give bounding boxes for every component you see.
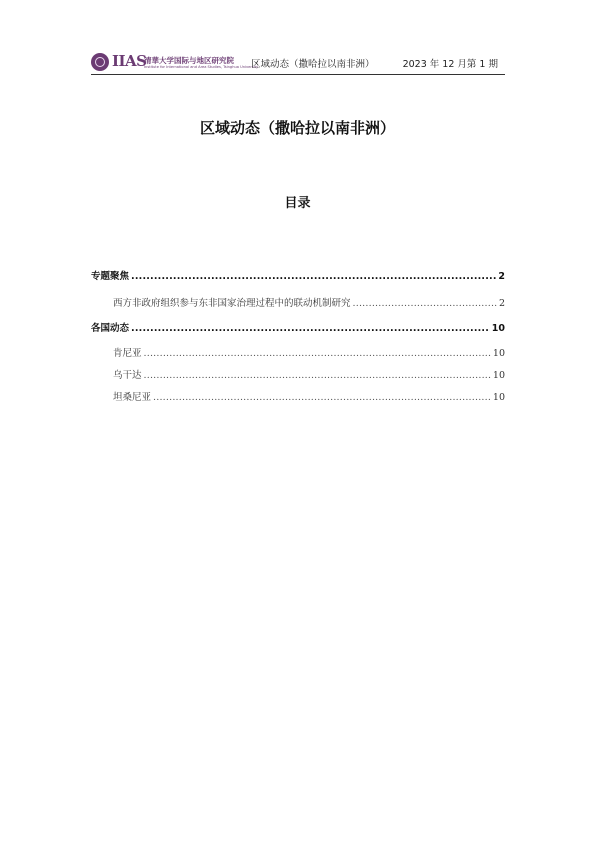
toc-entry-kenya[interactable] (113, 347, 505, 361)
logo-institute-english: Institute for International and Area Studies, Tsinghua University (144, 65, 259, 69)
toc-entry-page: 10 (492, 348, 505, 359)
toc-entry-ngo-study[interactable] (113, 297, 505, 311)
logo-institute-name: 清華大学国际与地区研究院 (144, 56, 234, 65)
header-issue: 2023 年 12 月第 1 期 (402, 59, 498, 70)
toc-entry-label: 各国动态 (91, 323, 130, 334)
toc-heading: 目录 (284, 196, 311, 211)
toc-entry-page: 2 (498, 271, 505, 282)
logo-wordmark: IIAS (112, 52, 147, 70)
header-title: 区域动态（撒哈拉以南非洲） (251, 59, 375, 70)
toc-entry-label: 肯尼亚 (113, 348, 142, 359)
toc-leader-dots (131, 322, 490, 336)
toc-entry-special-focus[interactable] (91, 270, 505, 284)
toc-entry-label: 西方非政府组织参与东非国家治理过程中的联动机制研究 (113, 298, 351, 309)
toc-leader-dots (131, 270, 496, 284)
toc-leader-dots (144, 347, 491, 361)
toc-entry-label: 专题聚焦 (91, 271, 130, 282)
toc-entry-page: 2 (498, 298, 505, 309)
toc-entry-page: 10 (492, 392, 505, 403)
toc-entry-page: 10 (491, 323, 505, 334)
toc-entry-page: 10 (492, 370, 505, 381)
toc-entry-tanzania[interactable] (113, 391, 505, 405)
toc-entry-label: 乌干达 (113, 370, 142, 381)
toc-entry-uganda[interactable] (113, 369, 505, 383)
university-seal-icon (91, 53, 109, 71)
document-title: 区域动态（撒哈拉以南非洲） (199, 119, 395, 137)
toc-entry-country-news[interactable] (91, 322, 505, 336)
toc-entry-label: 坦桑尼亚 (113, 392, 152, 403)
page-header (91, 52, 505, 75)
toc-leader-dots (353, 297, 497, 311)
toc-leader-dots (144, 369, 491, 383)
toc-leader-dots (153, 391, 491, 405)
